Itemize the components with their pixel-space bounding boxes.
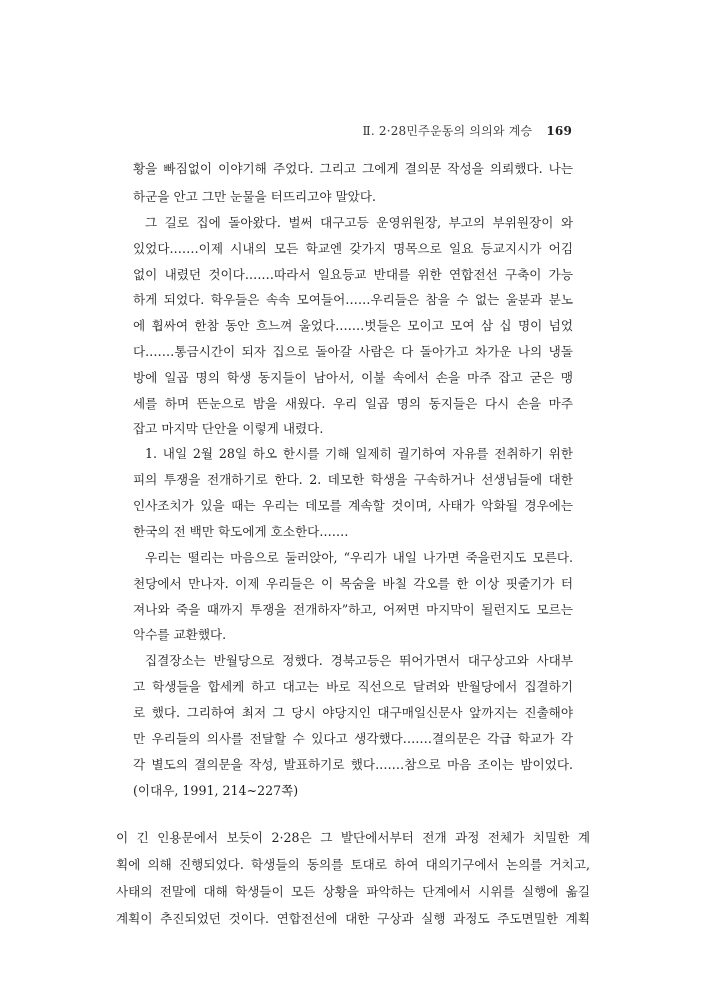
- running-header: [362, 122, 572, 139]
- page-number: 169: [546, 124, 572, 138]
- quote-line: 있었다.……이제 시내의 모든 학교엔 갖가지 명목으로 일요 등교지시가 어김: [133, 241, 573, 256]
- quote-line: 방에 일곱 명의 학생 동지들이 남아서, 이불 속에서 손을 마주 잡고 굳은 맹: [133, 370, 573, 385]
- quote-line: 우리는 떨리는 마음으로 둘러앉아, “우리가 내일 나가면 죽을런지도 모른다.: [145, 550, 573, 565]
- quote-line: 악수를 교환했다.: [133, 627, 227, 642]
- quote-line: 하게 되었다. 학우들은 속속 모여들어……우리들은 참을 수 없는 울분과 분노: [133, 292, 573, 307]
- quote-line: 에 휩싸여 한참 동안 흐느껴 울었다.……벗들은 모이고 모여 삼 십 명이 넘었: [133, 318, 573, 333]
- quote-line: 져나와 죽을 때까지 투쟁을 전개하자”하고, 어쩌면 마지막이 될런지도 모르는: [133, 602, 573, 617]
- quote-line: 세를 하며 뜬눈으로 밤을 새웠다. 우리 일곱 명의 동지들은 다시 손을 마주: [133, 396, 573, 411]
- quote-line: 하군을 안고 그만 눈물을 터뜨리고야 말았다.: [133, 189, 376, 204]
- quote-line: 각 별도의 결의문을 작성, 발표하기로 했다.……참으로 마음 조이는 밤이었다.: [133, 757, 573, 772]
- quote-line: 황을 빠짐없이 이야기해 주었다. 그리고 그에게 결의문 작성을 의뢰했다. 나는: [133, 161, 573, 176]
- quote-citation: (이대우, 1991, 214~227쪽): [133, 783, 299, 798]
- body-line: 이 긴 인용문에서 보듯이 2·28은 그 발단에서부터 전개 과정 전체가 치밀한 계: [116, 830, 590, 845]
- quote-line: 한국의 전 백만 학도에게 호소한다.……: [133, 524, 349, 539]
- body-line: 사태의 전말에 대해 학생들이 모든 상황을 파악하는 단계에서 시위를 실행에 옮길: [116, 884, 590, 899]
- body-line: 계획이 추진되었던 것이다. 연합전선에 대한 구상과 실행 과정도 주도면밀한 계획: [116, 911, 590, 926]
- quote-line: 만 우리들의 의사를 전달할 수 있다고 생각했다.……결의문은 각급 학교가 각: [133, 731, 573, 746]
- running-title: Ⅱ. 2·28민주운동의 의의와 계승: [362, 124, 533, 138]
- quote-line: 잡고 마지막 단안을 이렇게 내렸다.: [133, 421, 324, 436]
- quote-line: 다.……통금시간이 되자 집으로 돌아갈 사람은 다 돌아가고 차가운 나의 냉돌: [133, 344, 573, 359]
- quote-line: 없이 내렸던 것이다.……따라서 일요등교 반대를 위한 연합전선 구축이 가능: [133, 267, 573, 282]
- quote-line: 천당에서 만나자. 이제 우리들은 이 목숨을 바칠 각오를 한 이상 핏줄기가 터: [133, 576, 573, 591]
- quote-line: 집결장소는 반월당으로 정했다. 경북고등은 뛰어가면서 대구상고와 사대부: [145, 653, 573, 668]
- quote-line: 그 길로 집에 돌아왔다. 벌써 대구고등 운영위원장, 부고의 부위원장이 와: [145, 215, 573, 230]
- body-line: 획에 의해 진행되었다. 학생들의 동의를 토대로 하여 대의기구에서 논의를 거치고,: [116, 857, 590, 872]
- quote-line: 인사조치가 있을 때는 우리는 데모를 계속할 것이며, 사태가 악화될 경우에는: [133, 498, 573, 513]
- quote-line: 피의 투쟁을 전개하기로 한다. 2. 데모한 학생을 구속하거나 선생님들에 대한: [133, 472, 573, 487]
- quote-line: 로 했다. 그리하여 최저 그 당시 야당지인 대구매일신문사 앞까지는 진출해야: [133, 705, 573, 720]
- quote-line: 1. 내일 2월 28일 하오 한시를 기해 일제히 궐기하여 자유를 전취하기 위한: [145, 446, 573, 461]
- quote-line: 고 학생들을 합세케 하고 대고는 바로 직선으로 달려와 반월당에서 집결하기: [133, 679, 573, 694]
